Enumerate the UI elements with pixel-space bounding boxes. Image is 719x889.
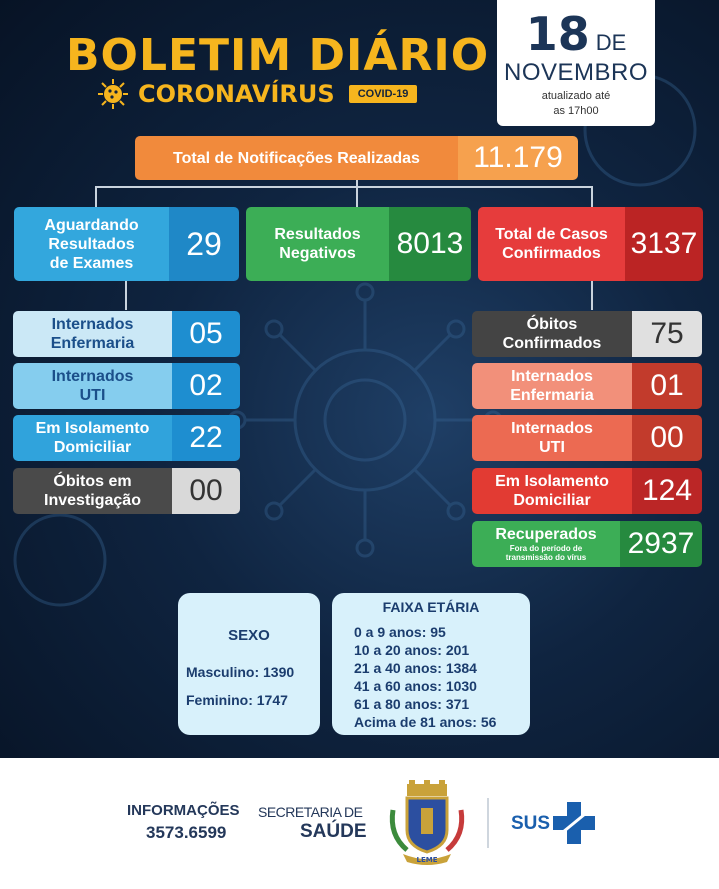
left-card-value: 00 <box>172 468 240 514</box>
connector-line <box>95 186 593 188</box>
total-notifications-card <box>135 136 578 180</box>
connector-line <box>95 186 97 207</box>
awaiting-label-1: Aguardando <box>44 216 139 234</box>
date-day: 18 <box>525 7 590 61</box>
connector-line <box>591 186 593 207</box>
info-label: INFORMAÇÕES <box>127 802 240 819</box>
right-card-label-2: Domiciliar <box>513 492 591 509</box>
negative-results-card <box>246 207 471 281</box>
bulletin-subtitle: CORONAVÍRUS <box>138 80 335 108</box>
negative-value: 8013 <box>389 207 471 281</box>
recovered-note-1: Fora do período de <box>509 544 583 553</box>
age-range-row: Acima de 81 anos: 56 <box>354 714 497 730</box>
left-card-label-1: Em Isolamento <box>35 420 150 437</box>
awaiting-value: 29 <box>169 207 239 281</box>
age-range-row: 0 a 9 anos: 95 <box>354 624 446 640</box>
left-card-label-1: Internados <box>51 316 134 333</box>
confirmed-deaths-card <box>472 311 702 357</box>
right-card-label-2: Enfermaria <box>510 387 594 404</box>
connector-line <box>125 281 127 310</box>
secretaria-label: SECRETARIA DE <box>258 804 363 820</box>
left-card-label-1: Óbitos em <box>53 473 132 490</box>
left-ward-card <box>13 311 240 357</box>
date-update-line1: atualizado até <box>541 90 611 102</box>
recovered-value: 2937 <box>620 521 702 567</box>
age-range-row: 21 a 40 anos: 1384 <box>354 660 477 676</box>
sus-label: SUS <box>511 813 551 834</box>
right-card-label-1: Em Isolamento <box>495 473 609 490</box>
svg-text:LEME: LEME <box>416 856 438 864</box>
right-card-label-2: Confirmados <box>502 335 602 352</box>
left-card-label-2: Enfermaria <box>50 335 135 352</box>
recovered-card <box>472 521 702 567</box>
left-card-label-2: UTI <box>79 387 106 404</box>
right-card-value: 124 <box>632 468 702 514</box>
sus-cross-icon <box>553 802 595 844</box>
right-card-value: 00 <box>632 415 702 461</box>
right-card-label-2: UTI <box>539 439 565 456</box>
recovered-note-2: transmissão do vírus <box>505 553 587 562</box>
coronavirus-icon <box>96 77 130 111</box>
date-card <box>497 0 655 126</box>
right-card-label-1: Internados <box>511 420 593 437</box>
awaiting-results-card <box>14 207 239 281</box>
confirmed-label-2: Confirmados <box>502 245 601 262</box>
left-card-label-2: Domiciliar <box>53 439 132 456</box>
age-range-box <box>332 593 530 735</box>
age-range-row: 61 a 80 anos: 371 <box>354 696 470 712</box>
right-card-value: 01 <box>632 363 702 409</box>
awaiting-label-2: Resultados <box>48 235 135 253</box>
confirmed-value: 3137 <box>625 207 703 281</box>
left-card-value: 02 <box>172 363 240 409</box>
female-count: Feminino: 1747 <box>186 692 288 708</box>
left-card-value: 05 <box>172 311 240 357</box>
age-range-title: FAIXA ETÁRIA <box>382 599 480 615</box>
info-phone: 3573.6599 <box>146 823 227 842</box>
negative-label-2: Negativos <box>279 245 356 262</box>
date-month: NOVEMBRO <box>503 59 648 86</box>
footer-divider <box>487 798 489 848</box>
sex-title: SEXO <box>228 627 270 644</box>
left-card-value: 22 <box>172 415 240 461</box>
bulletin-title: BOLETIM DIÁRIO <box>66 30 490 81</box>
total-notifications-value: 11.179 <box>458 136 578 180</box>
age-range-row: 41 a 60 anos: 1030 <box>354 678 477 694</box>
covid-badge: COVID-19 <box>349 85 418 103</box>
age-range-row: 10 a 20 anos: 201 <box>354 642 470 658</box>
city-crest-icon <box>385 780 469 866</box>
total-notifications-label: Total de Notificações Realizadas <box>135 136 458 180</box>
sex-breakdown-box <box>178 593 320 735</box>
awaiting-label-3: de Exames <box>49 254 134 272</box>
right-card-label-1: Óbitos <box>526 316 578 333</box>
date-update-line2: as 17h00 <box>553 105 599 117</box>
deaths-under-investigation-card <box>13 468 240 514</box>
right-icu-card <box>472 415 702 461</box>
right-home-isolation-card <box>472 468 702 514</box>
left-card-label-1: Internados <box>51 368 134 385</box>
date-de: DE <box>595 30 627 55</box>
left-icu-card <box>13 363 240 409</box>
saude-label: SAÚDE <box>300 821 367 842</box>
connector-line <box>591 281 593 310</box>
negative-label-1: Resultados <box>274 226 361 243</box>
confirmed-label-1: Total de Casos <box>495 226 608 243</box>
connector-line <box>356 186 358 207</box>
recovered-title: Recuperados <box>495 526 597 543</box>
left-card-label-2: Investigação <box>44 492 141 509</box>
right-ward-card <box>472 363 702 409</box>
right-card-value: 75 <box>632 311 702 357</box>
right-card-label-1: Internados <box>511 368 593 385</box>
subtitle-row <box>96 77 417 111</box>
confirmed-cases-card <box>478 207 703 281</box>
left-home-isolation-card <box>13 415 240 461</box>
male-count: Masculino: 1390 <box>186 664 295 680</box>
